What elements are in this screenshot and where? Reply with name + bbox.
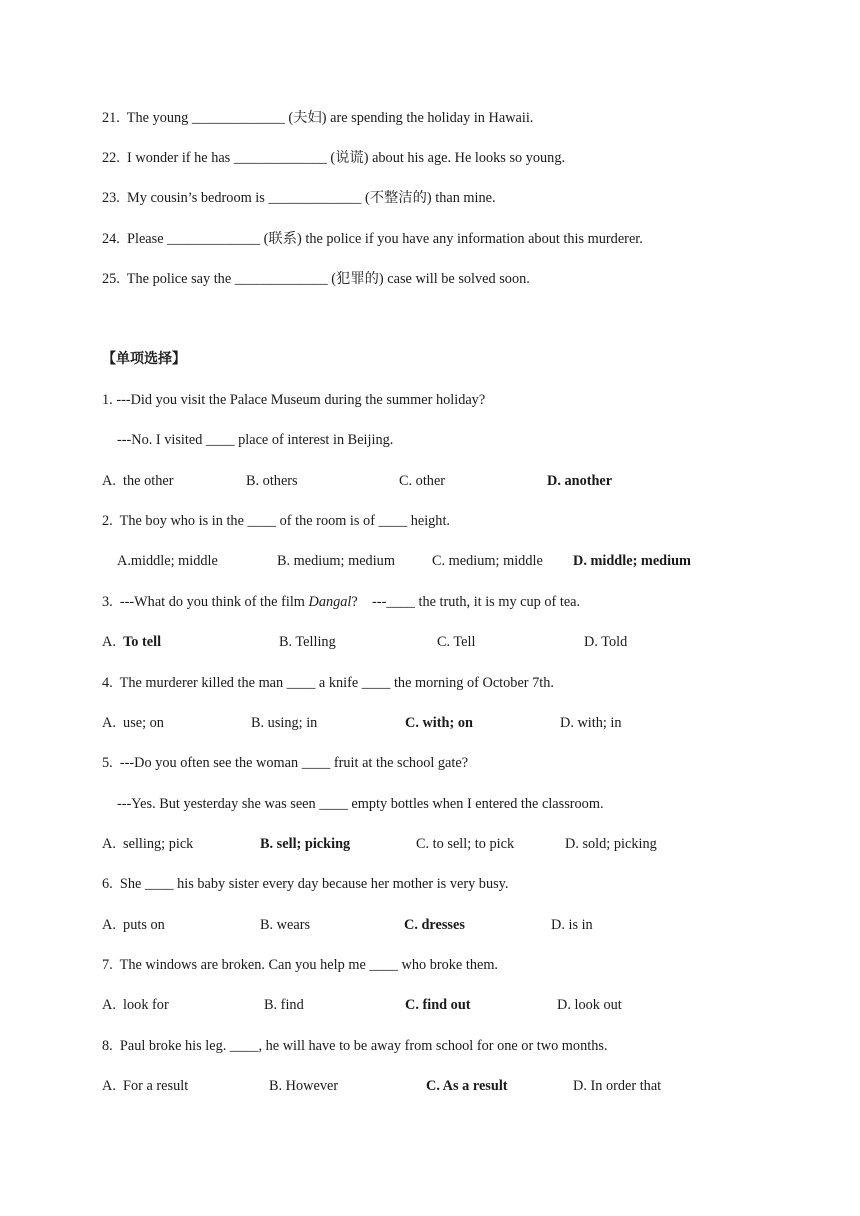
question-text: 3. ---What do you think of the film Dangal? ---____ the truth, it is my cup of tea. <box>102 594 581 610</box>
option-a-answer: A. To tell <box>102 634 162 650</box>
question-text: 8. Paul broke his leg. ____, he will have to be away from school for one or two months. <box>102 1038 608 1054</box>
option-c: C. Tell <box>437 634 476 650</box>
fill-in-item: 24. Please _____________ (联系) the police if you have any information about this murderer. <box>102 231 643 247</box>
option-b: B. using; in <box>251 715 318 731</box>
option-c-answer: C. with; on <box>405 715 473 731</box>
option-a: A. For a result <box>102 1078 189 1094</box>
option-d: D. Told <box>584 634 628 650</box>
question-text: ---Yes. But yesterday she was seen ____ empty bottles when I entered the classroom. <box>117 796 604 812</box>
option-b: B. find <box>264 997 304 1013</box>
option-c-answer: C. dresses <box>404 917 465 933</box>
option-a: A. selling; pick <box>102 836 194 852</box>
option-b: B. Telling <box>279 634 336 650</box>
fill-in-item: 22. I wonder if he has _____________ (说谎) about his age. He looks so young. <box>102 150 566 166</box>
option-b: B. medium; medium <box>277 553 395 569</box>
section-title: 【单项选择】 <box>102 351 186 367</box>
option-b: B. However <box>269 1078 339 1094</box>
fill-in-item: 25. The police say the _____________ (犯罪的) case will be solved soon. <box>102 271 530 287</box>
option-a: A. use; on <box>102 715 164 731</box>
option-d-answer: D. middle; medium <box>573 553 691 569</box>
option-c: C. medium; middle <box>432 553 543 569</box>
question-text: 1. ---Did you visit the Palace Museum during the summer holiday? <box>102 392 486 408</box>
option-b: B. wears <box>260 917 311 933</box>
question-text: 4. The murderer killed the man ____ a knife ____ the morning of October 7th. <box>102 675 554 691</box>
option-a: A. the other <box>102 473 174 489</box>
option-c-answer: C. find out <box>405 997 471 1013</box>
option-c: C. to sell; to pick <box>416 836 515 852</box>
option-d: D. is in <box>551 917 593 933</box>
question-text: 6. She ____ his baby sister every day because her mother is very busy. <box>102 876 509 892</box>
question-text: 2. The boy who is in the ____ of the room is of ____ height. <box>102 513 451 529</box>
film-title: Dangal <box>308 594 352 610</box>
question-text: 7. The windows are broken. Can you help me ____ who broke them. <box>102 957 499 973</box>
option-b-answer: B. sell; picking <box>260 836 351 852</box>
option-a: A. look for <box>102 997 169 1013</box>
option-b: B. others <box>246 473 298 489</box>
option-d-answer: D. another <box>547 473 613 489</box>
option-a: A. puts on <box>102 917 165 933</box>
option-a: A.middle; middle <box>117 553 218 569</box>
option-d: D. sold; picking <box>565 836 657 852</box>
question-text: 5. ---Do you often see the woman ____ fruit at the school gate? <box>102 755 469 771</box>
option-d: D. In order that <box>573 1078 662 1094</box>
option-c-answer: C. As a result <box>426 1078 508 1094</box>
option-c: C. other <box>399 473 446 489</box>
option-d: D. with; in <box>560 715 622 731</box>
question-text: ---No. I visited ____ place of interest in Beijing. <box>117 432 394 448</box>
option-d: D. look out <box>557 997 622 1013</box>
fill-in-item: 21. The young _____________ (夫妇) are spending the holiday in Hawaii. <box>102 110 534 126</box>
fill-in-item: 23. My cousin’s bedroom is _____________ (不整洁的) than mine. <box>102 190 496 206</box>
